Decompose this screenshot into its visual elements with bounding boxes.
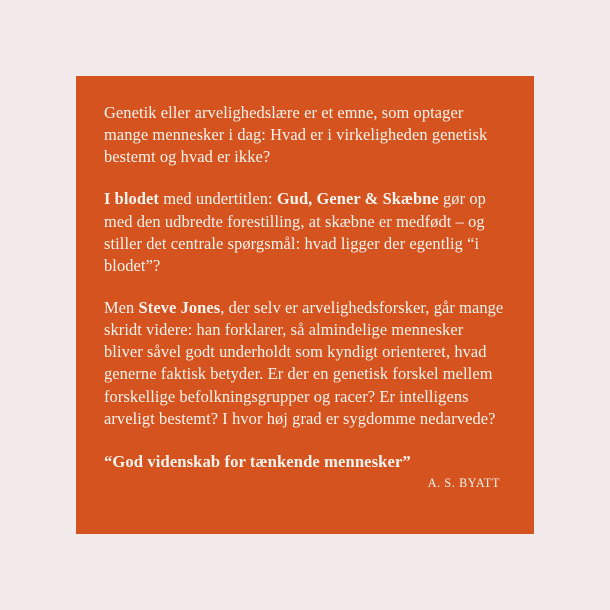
subtitle-connector: med undertitlen:: [159, 189, 277, 209]
book-subtitle: Gud, Gener & Skæbne: [276, 189, 439, 209]
blurb-paragraph-2-rest: gør op med den udbredte forestilling, at skæbne er medfødt – og stiller det centrale spørgsmål: hvad ligger der egentlig “i blodet”?: [104, 189, 486, 275]
blurb-paragraph-3-lead: Men: [104, 297, 139, 317]
blurb-paragraph-3: [104, 297, 506, 430]
blurb-paragraph-1: Genetik eller arvelighedslære er et emne, som optager mange mennesker i dag: Hvad er i virkeligheden genetisk bestemt og hvad er ikke?: [104, 103, 488, 167]
review-attribution: A. S. BYATT: [427, 475, 500, 490]
author-name: Steve Jones: [138, 297, 221, 317]
book-title: I blodet: [104, 189, 159, 209]
blurb-paragraph-3-rest: , der selv er arvelighedsforsker, går mange skridt videre: han forklarer, så almindelige mennesker bliver såvel godt underholdt som kyndigt orienteret, hvad generne faktisk betyder. Er der en genetisk forskel mellem forskellige befolkningsgrupper og racer? Er intelligens arveligt bestemt? I hvor høj grad er sygdomme nedarvede?: [104, 297, 504, 428]
review-quote: “God videnskab for tænkende mennesker”: [104, 451, 411, 471]
book-back-cover: [76, 76, 534, 534]
blurb-paragraph-2: [104, 188, 506, 277]
